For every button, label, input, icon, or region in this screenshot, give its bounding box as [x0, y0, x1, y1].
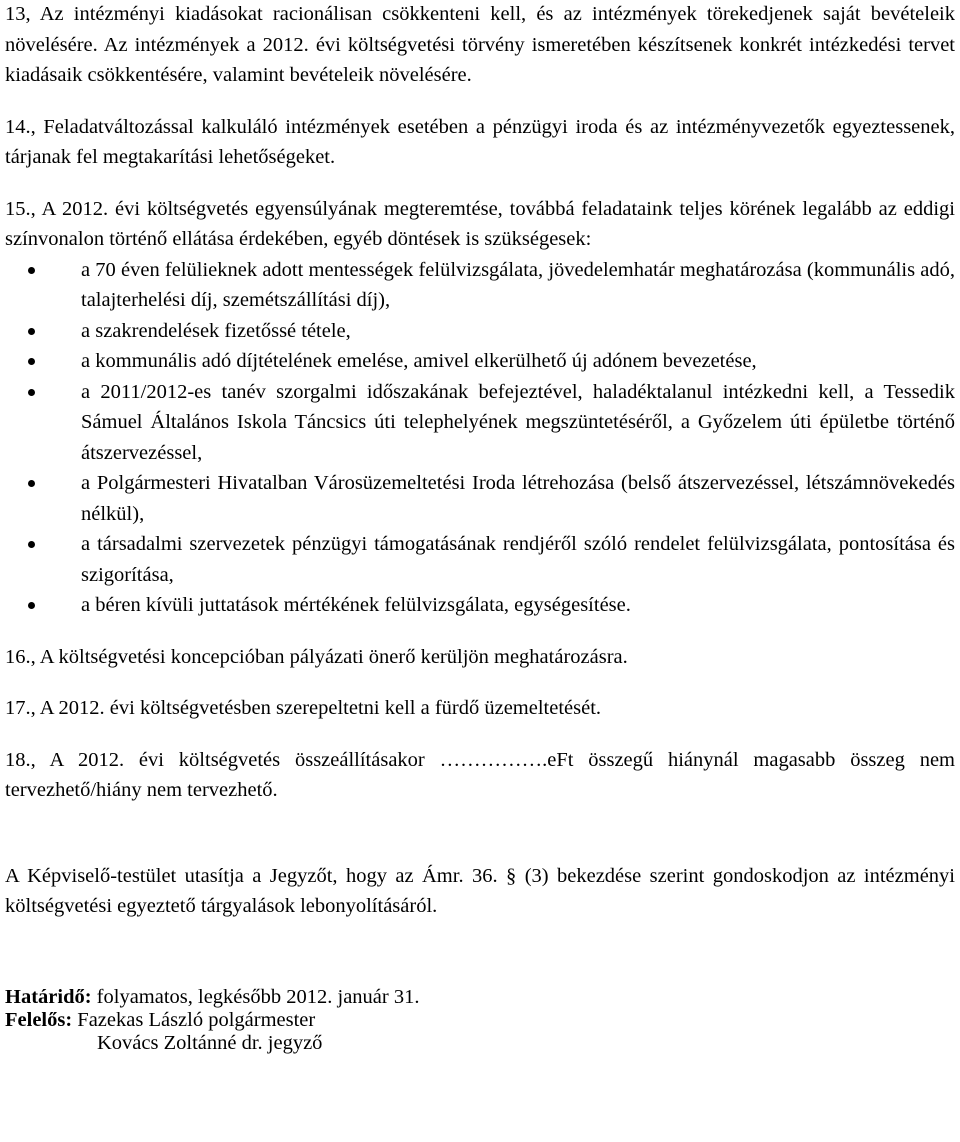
deadline-line — [5, 986, 955, 1009]
list-item: a szakrendelések fizetőssé tétele, — [5, 316, 955, 347]
bullet-icon — [28, 358, 35, 365]
responsible-label: Felelős: — [5, 1008, 73, 1031]
paragraph-17: 17., A 2012. évi költségvetésben szerepeltetni kell a fürdő üzemeltetését. — [5, 697, 602, 719]
paragraph-13: 13, Az intézményi kiadásokat racionálisan csökkenteni kell, és az intézmények törekedjenek saját bevételeik növelésére. Az intézmények a 2012. évi költségvetési törvény ismeretében készítsenek konkrét intézkedési tervet kiadásaik csökkentésére, valamint bevételeik növelésére. — [5, 3, 955, 86]
footer-block — [5, 986, 955, 1055]
list-item: a 70 éven felülieknek adott mentességek felülvizsgálata, jövedelemhatár meghatározása (kommunális adó, talajterhelési díj, szemétszállítási díj), — [5, 255, 955, 316]
measures-list — [5, 255, 955, 621]
paragraph-15: 15., A 2012. évi költségvetés egyensúlyának megteremtése, továbbá feladataink teljes körének legalább az eddigi színvonalon történő ellátása érdekében, egyéb döntések is szükségesek: — [5, 197, 955, 250]
responsible-value: Fazekas László polgármester — [72, 1008, 316, 1031]
bullet-icon — [28, 267, 35, 274]
list-item: a 2011/2012-es tanév szorgalmi időszakának befejeztével, haladéktalanul intézkedni kell, a Tessedik Sámuel Általános Iskola Táncsics úti telephelyének megszüntetéséről, a Győzelem úti épületbe történő átszervezéssel, — [5, 377, 955, 469]
paragraph-14: 14., Feladatváltozással kalkuláló intézmények esetében a pénzügyi iroda és az intézményvezetők egyeztessenek, tárjanak fel megtakarítási lehetőségeket. — [5, 115, 955, 168]
document-body — [5, 0, 955, 1055]
deadline-label: Határidő: — [5, 985, 92, 1008]
bullet-icon — [28, 602, 35, 609]
bullet-icon — [28, 541, 35, 548]
paragraph-16: 16., A költségvetési koncepcióban pályázati önerő kerüljön meghatározásra. — [5, 645, 628, 668]
responsible-second: Kovács Zoltánné dr. jegyző — [97, 1031, 323, 1054]
list-item: a Polgármesteri Hivatalban Városüzemeltetési Iroda létrehozása (belső átszervezéssel, létszámnövekedés nélkül), — [5, 468, 955, 529]
bullet-icon — [28, 328, 35, 335]
bullet-icon — [28, 389, 35, 396]
list-item: a társadalmi szervezetek pénzügyi támogatásának rendjéről szóló rendelet felülvizsgálata, pontosítása és szigorítása, — [5, 529, 955, 590]
bullet-icon — [28, 480, 35, 487]
list-item: a kommunális adó díjtételének emelése, amivel elkerülhető új adónem bevezetése, — [5, 346, 955, 377]
deadline-value: folyamatos, legkésőbb 2012. január 31. — [91, 985, 420, 1008]
list-item: a béren kívüli juttatások mértékének felülvizsgálata, egységesítése. — [5, 590, 955, 621]
responsible-line — [5, 1009, 955, 1032]
paragraph-18: 18., A 2012. évi költségvetés összeállításakor …………….eFt összegű hiánynál magasabb összeg nem tervezhető/hiány nem tervezhető. — [5, 748, 955, 801]
resolution-paragraph: A Képviselő-testület utasítja a Jegyzőt, hogy az Ámr. 36. § (3) bekezdése szerint gondoskodjon az intézményi költségvetési egyeztető tárgyalások lebonyolításáról. — [5, 864, 955, 917]
